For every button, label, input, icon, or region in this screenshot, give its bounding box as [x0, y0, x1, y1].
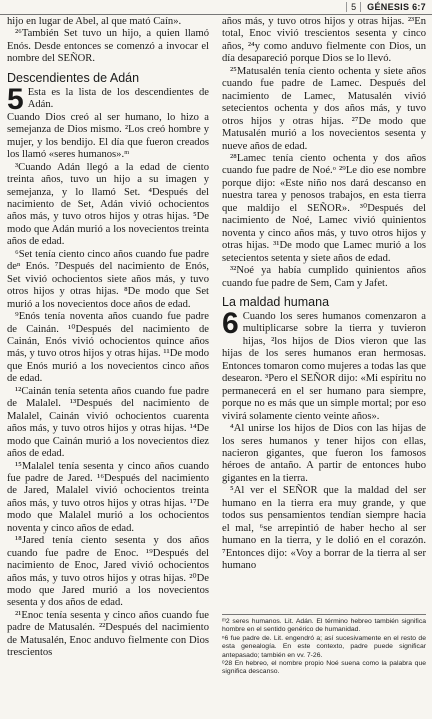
right-column [222, 16, 426, 572]
verse-paragraph: ³Cuando Adán llegó a la edad de ciento treinta años, tuvo un hijo a su imagen y semejanza, y lo llamó Set. ⁴Después del nacimiento de Set, Adán vivió ochocientos años más, y tuvo otros hijos y otras hijas. ⁵De modo que Adán murió a los novecientos treinta años de edad. [7, 161, 209, 248]
verse-paragraph: ²⁵Matusalén tenía ciento ochenta y siete años cuando fue padre de Lamec. Después del nacimiento de Lamec, Matusalén vivió setecientos ochenta y dos años más, y tuvo otros hijos y otras hijas. ²⁷De modo que Matusalén murió a los novecientos sesenta y nueve años de edad. [222, 65, 426, 152]
verse-paragraph: Esta es la lista de los descendientes de Adán. [27, 86, 209, 111]
footnote: ᵒ28 En hebreo, el nombre propio Noé suena como la palabra que significa descanso. [222, 660, 426, 676]
footnote: ᵐ2 seres humanos. Lit. Adán. El término hebreo también significa hombre en el sentido genérico de humanidad. [222, 618, 426, 634]
verse-paragraph: ²¹Enoc tenía sesenta y cinco años cuando fue padre de Matusalén. ²²Después del nacimiento de Matusalén, Enoc anduvo fielmente con Dios trescientos [7, 609, 209, 659]
left-column [7, 16, 209, 660]
section-heading-wickedness: La maldad humana [222, 294, 330, 309]
verse-paragraph: ⁶Set tenía ciento cinco años cuando fue padre deⁿ Enós. ⁷Después del nacimiento de Enós, Set vivió ochocientos siete años más, y tuvo otros hijos y otras hijas. ⁸De modo que Set murió a los novecientos doce años de edad. [7, 248, 209, 310]
footnotes [222, 614, 426, 677]
verse-paragraph: ²⁶También Set tuvo un hijo, a quien llamó Enós. Desde entonces se comenzó a invocar el nombre del SEÑOR. [7, 28, 209, 65]
verse-paragraph: ⁴Al unirse los hijos de Dios con las hijas de los seres humanos y tener hijos con ellas, nacieron gigantes, que fueron los famosos héroes de antaño. A partir de entonces hubo gigantes en la tierra. [222, 423, 426, 484]
running-header [346, 0, 426, 14]
verse-paragraph: Cuando Dios creó al ser humano, lo hizo a semejanza de Dios mismo. ²Los creó hombre y mujer, y los bendijo. El día que fueron creados los llamó «seres humanos».ᵐ [7, 111, 209, 161]
verse-paragraph: ³²Noé ya había cumplido quinientos años cuando fue padre de Sem, Cam y Jafet. [222, 265, 426, 289]
header-rule [0, 14, 432, 15]
verse-paragraph: Cuando los seres humanos comenzaron a multiplicarse sobre la tierra y tuvieron hijas, ²los hijos de Dios vieron que las hijas de los seres humanos eran hermosas. Entonces tomaron como mujeres a todas las que desearon. ³Pero el SEÑOR dijo: «Mi espíritu no permanecerá en el ser humano para siempre, porque no es más que un simple mortal; por eso vivirá solamente ciento veinte años». [222, 310, 426, 422]
footnote: ⁿ6 fue padre de. Lit. engendró a; así sucesivamente en el resto de esta genealogía. En este contexto, padre puede significar antepasado; también en vv. 7-26. [222, 634, 426, 659]
verse-paragraph: ¹⁸Jared tenía ciento sesenta y dos años cuando fue padre de Enoc. ¹⁹Después del nacimiento de Enoc, Jared vivió ochocientos años más, y tuvo otros hijos y otras hijas. ²⁰De modo que Jared murió a los novecientos sesenta y dos años de edad. [7, 535, 209, 609]
chapter-reference: GÉNESIS 6:7 [367, 2, 426, 12]
verse-paragraph: años más, y tuvo otros hijos y otras hijas. ²³En total, Enoc vivió trescientos sesenta y cinco años, ²⁴y como anduvo fielmente con Dios, un día desapareció porque Dios se lo llevó. [222, 16, 426, 65]
page-number: 5 [346, 2, 361, 12]
verse-paragraph: hijo en lugar de Abel, al que mató Caín». [7, 16, 182, 27]
chapter-number-dropcap: 5 [7, 82, 24, 116]
verse-paragraph: ⁵Al ver el SEÑOR que la maldad del ser humano en la tierra era muy grande, y que todos sus pensamientos tendían siempre hacia el mal, ⁶se arrepintió de haber hecho al ser humano en la tierra, y le dolió en el corazón. ⁷Entonces dijo: «Voy a borrar de la tierra al ser humano [222, 485, 426, 572]
verse-paragraph: ⁹Enós tenía noventa años cuando fue padre de Cainán. ¹⁰Después del nacimiento de Cainán, Enós vivió ochocientos quince años más, y tuvo otros hijos y otras hijas. ¹¹De modo que Enós murió a los novecientos cinco años de edad. [7, 311, 209, 385]
chapter-number-dropcap: 6 [222, 306, 239, 340]
verse-paragraph: ¹²Cainán tenía setenta años cuando fue padre de Malalel. ¹³Después del nacimiento de Malalel, Cainán vivió ochocientos cuarenta años más, y tuvo otros hijos y otras hijas. ¹⁴De modo que Cainán murió a los novecientos diez años de edad. [7, 385, 209, 460]
verse-paragraph: ¹⁵Malalel tenía sesenta y cinco años cuando fue padre de Jared. ¹⁶Después del nacimiento de Jared, Malalel vivió ochocientos treinta años más, y tuvo otros hijos y otras hijas. ¹⁷De modo que Malalel murió a los ochocientos noventa y cinco años de edad. [7, 460, 209, 534]
section-heading-descendants: Descendientes de Adán [7, 70, 140, 85]
verse-paragraph: ²⁸Lamec tenía ciento ochenta y dos años cuando fue padre de Noé.ᵒ ²⁹Le dio ese nombre porque dijo: «Este niño nos dará descanso en nuestra tarea y penosos trabajos, en esta tierra que maldijo el SEÑOR». ³⁰Después del nacimiento de Noé, Lamec vivió quinientos noventa y cinco años más, y tuvo otros hijos y otras hijas. ³¹De modo que Lamec murió a los setecientos setenta y siete años de edad. [222, 152, 426, 264]
